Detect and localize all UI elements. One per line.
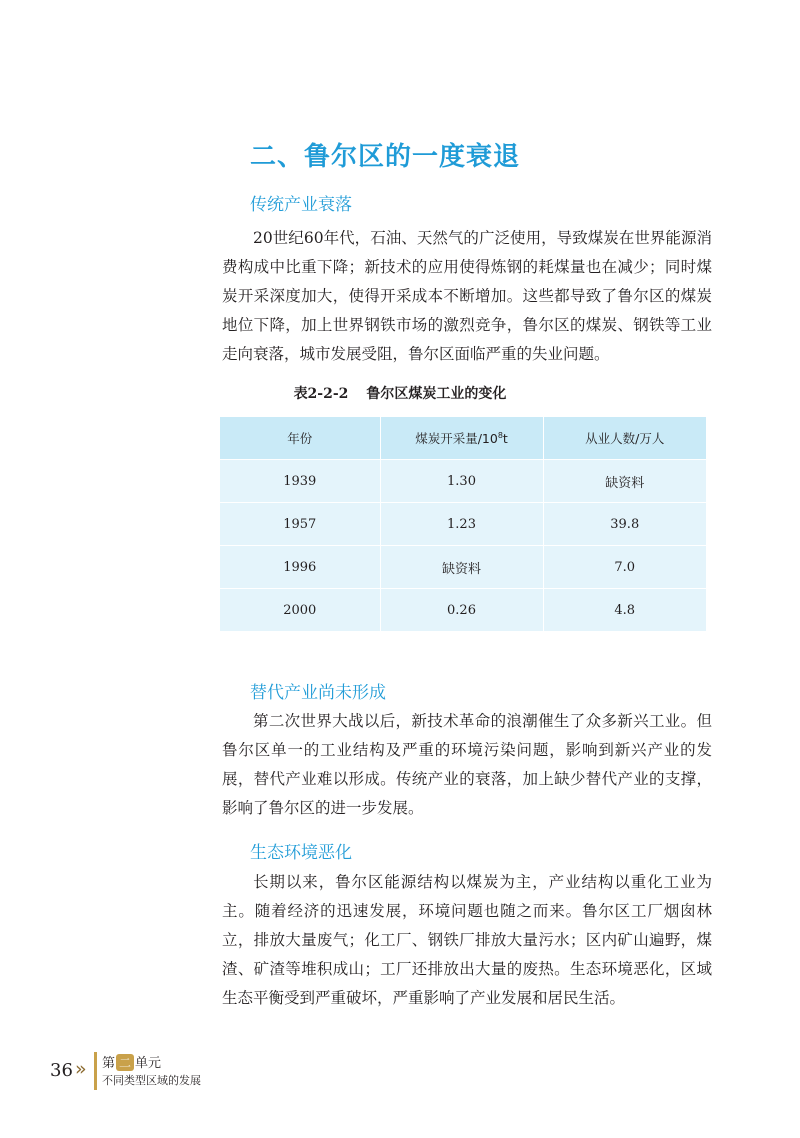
cell-year: 1939 bbox=[220, 460, 380, 503]
header-coal-unit: t bbox=[502, 431, 508, 446]
coal-industry-table bbox=[220, 417, 706, 632]
subheading-environment: 生态环境恶化 bbox=[250, 843, 352, 863]
header-coal-exponent: 8 bbox=[497, 430, 503, 440]
page-footer bbox=[50, 1052, 300, 1092]
table-row bbox=[220, 460, 706, 503]
unit-subtitle: 不同类型区域的发展 bbox=[102, 1074, 201, 1087]
table-caption-number: 表2-2-2 bbox=[293, 386, 349, 402]
paragraph-traditional-industry: 20世纪60年代，石油、天然气的广泛使用，导致煤炭在世界能源消费构成中比重下降；新技术的应用使得炼钢的耗煤量也在减少；同时煤炭开采深度加大，使得开采成本不断增加。这些都导致了鲁尔区的煤炭地位下降，加上世界钢铁市场的激烈竞争，鲁尔区的煤炭、钢铁等工业走向衰落，城市发展受阻，鲁尔区面临严重的失业问题。 bbox=[222, 229, 712, 363]
cell-coal: 1.30 bbox=[380, 460, 543, 503]
header-employees: 从业人数/万人 bbox=[543, 417, 706, 460]
cell-coal: 1.23 bbox=[380, 503, 543, 546]
table-header-row bbox=[220, 417, 706, 460]
unit-label bbox=[102, 1052, 161, 1071]
cell-coal: 0.26 bbox=[380, 589, 543, 632]
cell-employees: 39.8 bbox=[543, 503, 706, 546]
cell-employees: 4.8 bbox=[543, 589, 706, 632]
subheading-traditional-industry: 传统产业衰落 bbox=[250, 195, 352, 215]
cell-year: 1996 bbox=[220, 546, 380, 589]
cell-year: 2000 bbox=[220, 589, 380, 632]
section-title: 二、鲁尔区的一度衰退 bbox=[250, 142, 521, 172]
cell-coal: 缺资料 bbox=[380, 546, 543, 589]
table-row bbox=[220, 589, 706, 632]
footer-divider bbox=[94, 1052, 97, 1090]
table-row bbox=[220, 503, 706, 546]
page-number: 36 bbox=[50, 1060, 73, 1081]
cell-employees: 7.0 bbox=[543, 546, 706, 589]
header-year: 年份 bbox=[220, 417, 380, 460]
paragraph-replacement-industry: 第二次世界大战以后，新技术革命的浪潮催生了众多新兴工业。但鲁尔区单一的工业结构及严重的环境污染问题，影响到新兴产业的发展，替代产业难以形成。传统产业的衰落，加上缺少替代产业的支撑，影响了鲁尔区的进一步发展。 bbox=[222, 712, 712, 817]
unit-suffix: 单元 bbox=[135, 1056, 162, 1071]
unit-number-badge: 二 bbox=[116, 1054, 134, 1071]
table-row bbox=[220, 546, 706, 589]
subheading-replacement-industry: 替代产业尚未形成 bbox=[250, 683, 386, 703]
table-caption bbox=[0, 383, 800, 403]
cell-employees: 缺资料 bbox=[543, 460, 706, 503]
header-coal-output bbox=[380, 417, 543, 460]
header-coal-prefix: 煤炭开采量/10 bbox=[415, 431, 498, 446]
unit-prefix: 第 bbox=[102, 1056, 116, 1071]
table-caption-title: 鲁尔区煤炭工业的变化 bbox=[366, 386, 507, 402]
cell-year: 1957 bbox=[220, 503, 380, 546]
paragraph-environment: 长期以来，鲁尔区能源结构以煤炭为主，产业结构以重化工业为主。随着经济的迅速发展，环境问题也随之而来。鲁尔区工厂烟囱林立，排放大量废气；化工厂、钢铁厂排放大量污水；区内矿山遍野，煤渣、矿渣等堆积成山；工厂还排放出大量的废热。生态环境恶化，区域生态平衡受到严重破坏，严重影响了产业发展和居民生活。 bbox=[222, 873, 712, 1007]
chevron-right-icon: » bbox=[75, 1058, 84, 1080]
